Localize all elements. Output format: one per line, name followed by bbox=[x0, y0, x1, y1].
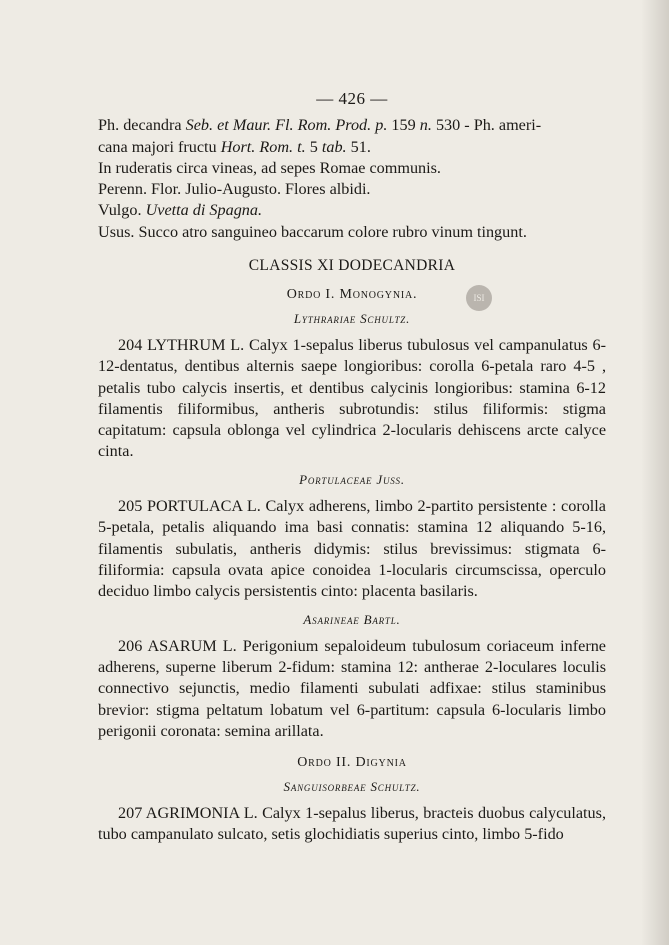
family-heading-portulaceae: Portulaceae Juss. bbox=[299, 471, 405, 487]
synonym-line-2: cana majori fructu Hort. Rom. t. 5 tab. 51. bbox=[98, 137, 371, 156]
genus-entry-204: 204 LYTHRUM L. Calyx 1-sepalus liberus tubulosus vel campanulatus 6-12-dentatus, dentibus alternis saepe longioribus: corolla 6-petala raro 4-5 , petalis tubo calycis insertis, et dentibus calycinis longioribus: stamina 6-12 filamentis filiformibus, antheris subrotundis: stilus filiformis: stigma capitatum: capsula oblonga vel cylindrica 2-locularis dehiscens arcte calyce cinta. bbox=[98, 335, 606, 461]
family-heading-lythrariae: Lythrariae Schultz. bbox=[293, 310, 411, 326]
page-edge-shadow bbox=[641, 0, 669, 945]
synonym-line-1: Ph. decandra Seb. et Maur. Fl. Rom. Prod. p. 159 n. 530 - Ph. ameri- bbox=[98, 116, 542, 135]
genus-entry-205: 205 PORTULACA L. Calyx adherens, limbo 2-partito persistente : corolla 5-petala, petalis aliquando ima basi connatis: stamina 12 aliquando 5-16, filamentis subulatis, antheris didymis: stilus brevissimus: stigmata 6-filiformia: capsula ovata apice conoidea 1-locularis circumscissa, operculo deciduo limbo calycis persistentis cinto: placenta basilaris. bbox=[98, 497, 606, 601]
habitat-line: In ruderatis circa vineas, ad sepes Romae communis. bbox=[98, 158, 441, 177]
class-heading: CLASSIS XI DODECANDRIA bbox=[248, 257, 456, 275]
family-heading-asarineae: Asarineae Bartl. bbox=[303, 611, 401, 627]
usage-line: Usus. Succo atro sanguineo baccarum colore rubro vinum tingunt. bbox=[98, 222, 527, 241]
vernacular-line: Vulgo. Uvetta di Spagna. bbox=[98, 201, 263, 220]
flowering-line: Perenn. Flor. Julio-Augusto. Flores albidi. bbox=[98, 180, 371, 199]
page-content bbox=[98, 84, 606, 846]
order-heading-2: Ordo II. Digynia bbox=[297, 755, 407, 771]
order-heading-1: Ordo I. Monogynia. bbox=[286, 287, 418, 303]
library-stamp: ISI bbox=[466, 285, 492, 311]
family-heading-sanguisorbeae: Sanguisorbeae Schultz. bbox=[283, 778, 421, 794]
genus-entry-207: 207 AGRIMONIA L. Calyx 1-sepalus liberus, bracteis duobus calyculatus, tubo campanulato sulcato, setis glochidiatis superius cinto, limbo 5-fido bbox=[98, 803, 606, 844]
page-number: — 426 — bbox=[316, 89, 388, 108]
genus-entry-206: 206 ASARUM L. Perigonium sepaloideum tubulosum coriaceum inferne adherens, superne liberum 2-fidum: stamina 12: antherae 2-loculares loculis connectivo sejunctis, medio filamenti subulati adfixae: stilus staminibus brevior: stigma peltatum lobatum vel 6-partitum: capsula 6-locularis limbo perigonii coronata: semina arillata. bbox=[98, 636, 606, 741]
